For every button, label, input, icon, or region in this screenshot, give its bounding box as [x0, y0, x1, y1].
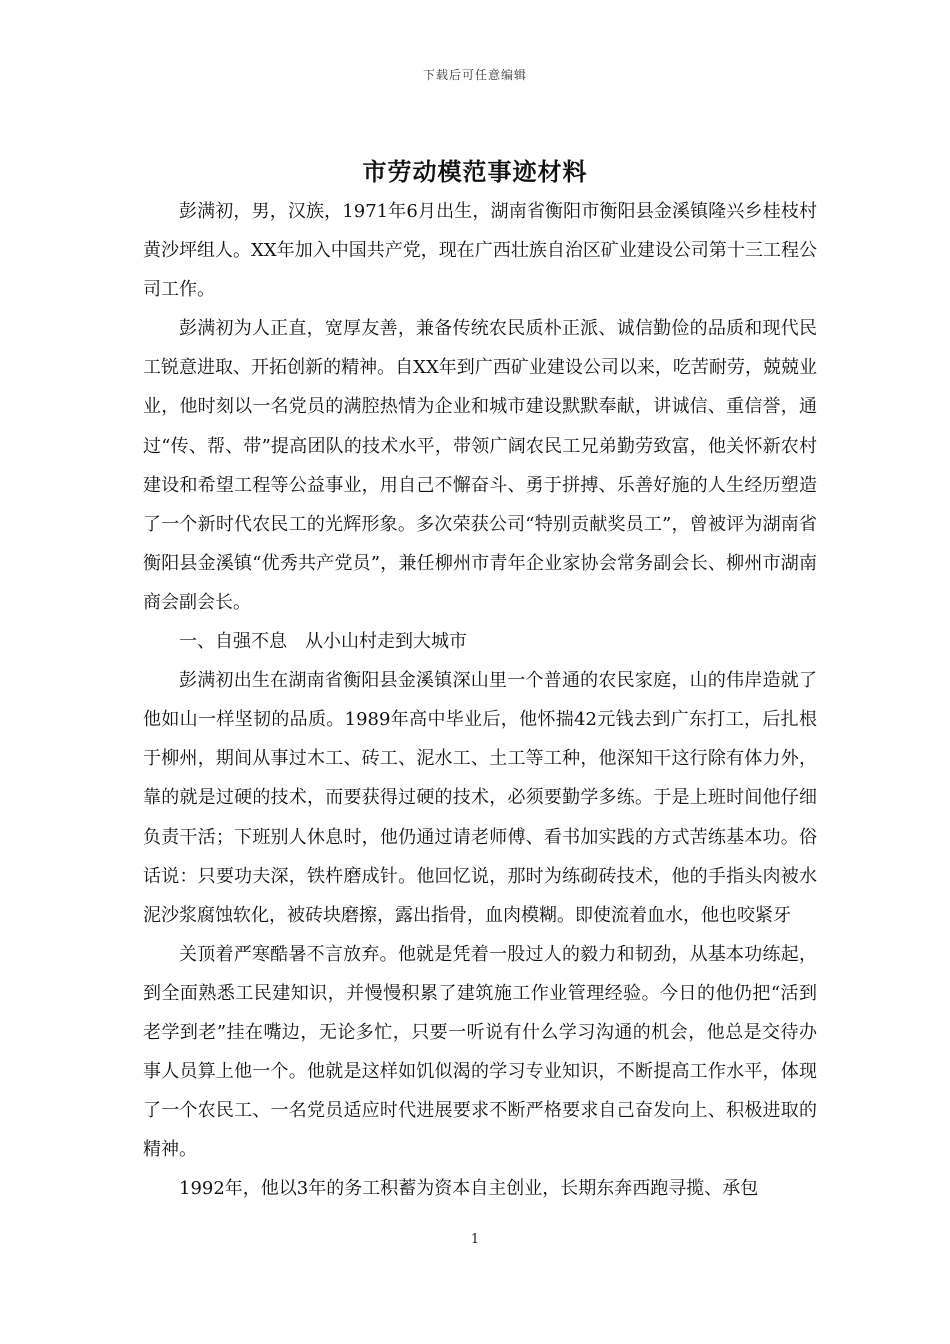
paragraph-early-life: 彭满初出生在湖南省衡阳县金溪镇深山里一个普通的农民家庭，山的伟岸造就了他如山一样坚韧的品质。1989年高中毕业后，他怀揣42元钱去到广东打工，后扎根于柳州，期间从事过木工、砖工、泥水工、土工等工种，他深知干这行除有体力外，靠的就是过硬的技术，而要获得过硬的技术，必须要勤学多练。于是上班时间他仔细负责干活；下班别人休息时，他仍通过请老师傅、看书加实践的方式苦练基本功。俗话说：只要功夫深，铁杵磨成针。他回忆说，那时为练砌砖技术，他的手指头肉被水泥沙浆腐蚀软化，被砖块磨擦，露出指骨，血肉模糊。即使流着血水，他也咬紧牙	[143, 670, 817, 926]
paragraph-intro: 彭满初，男，汉族，1971年6月出生，湖南省衡阳市衡阳县金溪镇隆兴乡桂枝村黄沙坪组人。XX年加入中国共产党，现在广西壮族自治区矿业建设公司第十三工程公司工作。	[143, 201, 817, 301]
document-body	[143, 192, 817, 1208]
paragraph-perseverance: 关顶着严寒酷暑不言放弃。他就是凭着一股过人的毅力和韧劲，从基本功练起，到全面熟悉工民建知识，并慢慢积累了建筑施工作业管理经验。今日的他仍把“活到老学到老”挂在嘴边，无论多忙，只要一听说有什么学习沟通的机会，他总是交待办事人员算上他一个。他就是这样如饥似渴的学习专业知识，不断提高工作水平，体现了一个农民工、一名党员适应时代进展要求不断严格要求自己奋发向上、积极进取的精神。	[143, 943, 817, 1161]
paragraph-entrepreneurship: 1992年，他以3年的务工积蓄为资本自主创业，长期东奔西跑寻揽、承包	[179, 1178, 759, 1200]
document-title: 市劳动模范事迹材料	[362, 157, 588, 186]
section-heading-1: 一、自强不息 从小山村走到大城市	[179, 631, 467, 653]
header-note: 下载后可任意编辑	[422, 68, 527, 82]
paragraph-character: 彭满初为人正直，宽厚友善，兼备传统农民质朴正派、诚信勤俭的品质和现代民工锐意进取、开拓创新的精神。自XX年到广西矿业建设公司以来，吃苦耐劳，兢兢业业，他时刻以一名党员的满腔热情为企业和城市建设默默奉献，讲诚信、重信誉，通过“传、帮、带”提高团队的技术水平，带领广阔农民工兄弟勤劳致富，他关怀新农村建设和希望工程等公益事业，用自己不懈奋斗、勇于拼搏、乐善好施的人生经历塑造了一个新时代农民工的光辉形象。多次荣获公司“特别贡献奖员工”，曾被评为湖南省衡阳县金溪镇“优秀共产党员”，兼任柳州市青年企业家协会常务副会长、柳州市湖南商会副会长。	[143, 318, 817, 613]
page-number: 1	[470, 1232, 480, 1247]
